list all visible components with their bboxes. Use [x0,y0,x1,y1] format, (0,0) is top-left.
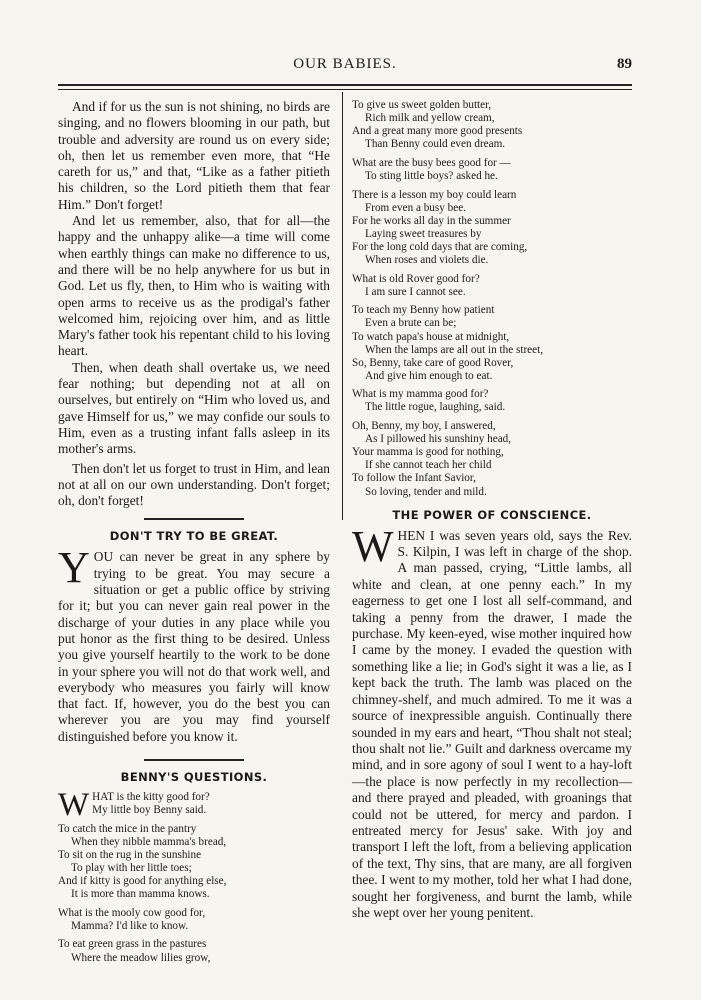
poem-title: BENNY'S QUESTIONS. [120,769,268,784]
paragraph: Then, when death shall overtake us, we need fear nothing; but depending not at all on ourselves, but entirely on “Him who loved us, and gave Himself for us,” we may confide our souls to Him, even as a trusting infant falls asleep in its mother's arms. [58,359,330,457]
section-rule [144,759,244,761]
poem-line: Laying sweet treasures by [365,227,482,240]
poem-line: What is the mooly cow good for, [58,906,206,919]
poem-line: To watch papa's house at midnight, [352,330,510,343]
poem-line: There is a lesson my boy could learn [352,188,517,201]
poem-line: To give us sweet golden butter, [352,99,492,111]
stanza [58,786,330,823]
stanza [352,304,632,383]
left-column [58,99,330,970]
poem-line: For the long cold days that are coming, [352,240,528,253]
poem-line: Where the meadow lilies grow, [71,951,211,964]
poem-line: HAT is the kitty good for? [92,790,210,803]
poem-line: So, Benny, take care of good Rover, [352,356,514,369]
stanza [58,907,330,933]
stanza [352,273,632,299]
poem-line: If she cannot teach her child [365,459,492,472]
poem-line: Rich milk and yellow cream, [365,112,495,125]
poem-line: To sit on the rug in the sunshine [58,848,202,861]
article-body [352,521,632,922]
poem-line: To play with her little toes; [71,861,192,874]
stanza [352,189,632,268]
poem-line: As I pillowed his sunshiny head, [365,433,512,446]
poem-line: To follow the Infant Savior, [352,472,476,485]
poem-line: And if kitty is good for anything else, [58,875,227,888]
header-rule-thick [58,84,632,86]
drop-cap: Y [58,543,90,593]
poem-line: When roses and violets die. [365,254,489,267]
stanza [58,823,330,902]
paragraph: HEN I was seven years old, says the Rev. S. Kilpin, I was left in charge of the shop. A man passed, crying, “Little lambs, all white and clean, at one penny each.” In my eagerness to get one I lost all self-command, and taking a penny from the drawer, I made the purchase. My keen-eyed, wise mother inquired how I came by the money. I evaded the question with something like a lie; in God's sight it was a lie, as I kept back the truth. The lamb was placed on the chimney-shelf, and much admired. To me it was a source of inexpressible anguish. Continually there sounded in my ears and heart, “Thou shalt not steal; thou shalt not lie.” Guilt and darkness overcame my mind, and in sore agony of soul I went to a hay-loft—the place is now perfectly in my recollection—and there prayed and pleaded, with groanings that could not be uttered, for mercy and pardon. I entreated mercy for Jesus' sake. With joy and transport I left the loft, from a believing application of the text, Thy sins, that are many, are all forgiven thee. I went to my mother, told her what I had done, sought her forgiveness, and burnt the lamb, while she wept over her young penitent. [352,527,632,920]
stanza [352,388,632,414]
section-rule [144,518,244,520]
article-title: DON'T TRY TO BE GREAT. [109,529,279,544]
paragraph: Then don't let us forget to trust in Him, and lean not at all on our own understanding. Don't forget; oh, don't forget! [58,460,330,509]
poem-line: When they nibble mamma's bread, [71,835,227,848]
poem-line: To eat green grass in the pastures [58,938,207,951]
poem-line: Even a brute can be; [365,317,457,330]
right-column [352,99,632,921]
header-rule-thin [58,89,632,90]
stanza [58,938,330,964]
poem-continued [352,99,632,499]
page-number: 89 [617,56,632,72]
running-head: OUR BABIES. [293,56,397,72]
poem-line: What are the busy bees good for — [352,156,511,169]
paragraph: OU can never be great in any sphere by trying to be great. You may secure a situation or get a public office by striving for it; but you can never gain real power in the discharge of your duties in any place while you put honor as the first thing to be desired. Unless you give yourself heartily to the work to be done in your sphere you will not do that work well, and everybody who measures you fairly will know that fact. If, however, you do the best you can wherever you are you may find yourself distinguished before you know it. [58,549,330,744]
poem-line: My little boy Benny said. [92,804,207,817]
poem [58,786,330,965]
column-divider [342,92,343,520]
poem-line: And a great many more good presents [352,125,523,138]
poem-line: Your mamma is good for nothing, [352,446,504,459]
poem-line: What is old Rover good for? [352,272,480,285]
paragraph: And let us remember, also, that for all—the happy and the unhappy alike—a time will come when earthly things can make no difference to us, and there will be no help anywhere for us but in God. Let us fly, then, to Him who is waiting with open arms to receive us as the prodigal's father welcomed him, rejoicing over him, and as little Mary's father took his repentant child to his loving heart. [58,213,330,359]
poem-line: I am sure I cannot see. [365,285,466,298]
poem-line: From even a busy bee. [365,201,466,214]
page-header [58,56,632,82]
stanza [352,420,632,499]
drop-cap: W [58,786,90,823]
stanza [352,99,632,151]
poem-line: Oh, Benny, my boy, I answered, [352,420,496,433]
paragraph: And if for us the sun is not shining, no birds are singing, and no flowers blooming in our path, but trouble and adversity are round us on every side; oh, then let us remember even more, that “He careth for us,” and that, “Like as a father pitieth his children, so the Lord pitieth them that fear Him.” Don't forget! [58,99,330,212]
poem-line: What is my mamma good for? [352,388,489,401]
poem-line: And give him enough to eat. [365,369,493,382]
poem-line: When the lamps are all out in the street, [365,343,544,356]
drop-cap: W [352,521,394,571]
poem-line: To catch the mice in the pantry [58,822,197,835]
poem-line: Mamma? I'd like to know. [71,919,189,932]
poem-line: To sting little boys? asked he. [365,169,498,182]
poem-line: For he works all day in the summer [352,214,511,227]
poem-line: So loving, tender and mild. [365,485,487,498]
poem-line: Than Benny could even dream. [365,138,506,151]
poem-line: The little rogue, laughing, said. [365,401,506,414]
stanza [352,157,632,183]
poem-line: It is more than mamma knows. [71,888,210,901]
poem-line: To teach my Benny how patient [352,304,495,317]
article-body [58,543,330,745]
article-title: THE POWER OF CONSCIENCE. [392,507,592,522]
